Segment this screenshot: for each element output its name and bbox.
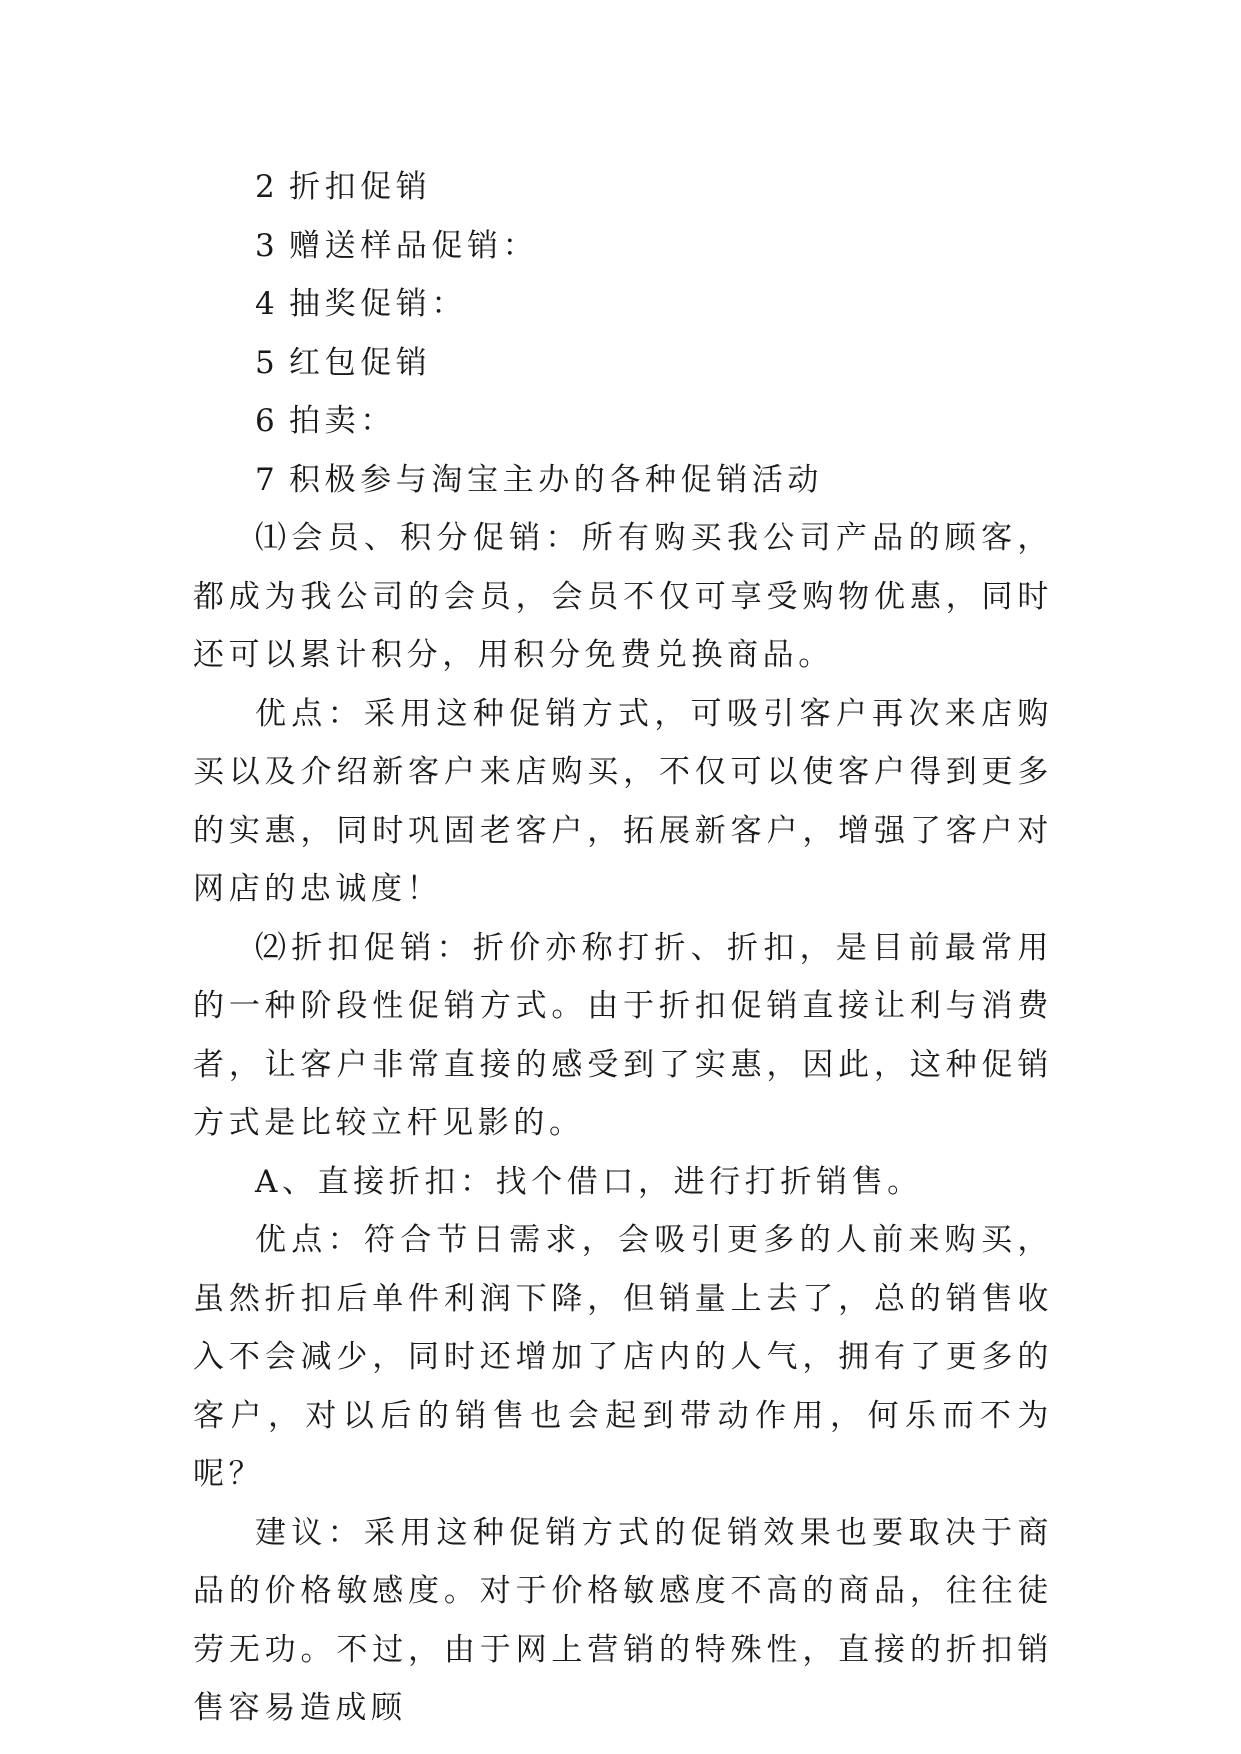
list-item-text: 赠送样品促销： — [289, 227, 539, 264]
list-item-number: 5 — [255, 344, 280, 381]
list-item — [193, 217, 1053, 276]
list-item-text: 积极参与淘宝主办的各种促销活动 — [289, 461, 823, 498]
list-item-text: 折扣促销 — [289, 169, 432, 205]
list-item-text: 抽奖促销： — [289, 286, 467, 322]
paragraph-suggestion: 建议：采用这种促销方式的促销效果也要取决于商品的价格敏感度。对于价格敏感度不高的商品，往往徒劳无功。不过，由于网上营销的特殊性，直接的折扣销售容易造成顾 — [193, 1514, 1053, 1726]
list-item-number: 4 — [255, 286, 280, 322]
list-item — [193, 451, 1053, 510]
list-item-number: 2 — [255, 169, 280, 205]
list-item-number: 6 — [255, 403, 280, 439]
list-item-number: 3 — [255, 227, 280, 264]
document-body — [193, 158, 1053, 1738]
list-item-number: 7 — [255, 461, 280, 498]
paragraph-membership-advantages: 优点：采用这种促销方式，可吸引客户再次来店购买以及介绍新客户来店购买，不仅可以使客户得到更多的实惠，同时巩固老客户，拓展新客户，增强了客户对网店的忠诚度！ — [193, 695, 1053, 907]
list-item-text: 拍卖： — [289, 403, 396, 439]
paragraph-discount-promotion: ⑵折扣促销：折价亦称打折、折扣，是目前最常用的一种阶段性促销方式。由于折扣促销直接让利与消费者，让客户非常直接的感受到了实惠，因此，这种促销方式是比较立杆见影的。 — [193, 929, 1053, 1141]
paragraph-direct-discount: A、直接折扣：找个借口，进行打折销售。 — [255, 1163, 923, 1200]
paragraph-membership-promotion: ⑴会员、积分促销：所有购买我公司产品的顾客，都成为我公司的会员，会员不仅可享受购物优惠，同时还可以累计积分，用积分免费兑换商品。 — [193, 520, 1053, 673]
list-item — [193, 275, 1053, 334]
paragraph-direct-discount-advantages: 优点：符合节日需求，会吸引更多的人前来购买，虽然折扣后单件利润下降，但销量上去了，总的销售收入不会减少，同时还增加了店内的人气，拥有了更多的客户，对以后的销售也会起到带动作用，何乐而不为呢？ — [193, 1222, 1053, 1492]
list-item-text: 红包促销 — [289, 344, 432, 381]
list-item — [193, 334, 1053, 393]
list-item — [193, 392, 1053, 451]
list-item — [193, 158, 1053, 217]
